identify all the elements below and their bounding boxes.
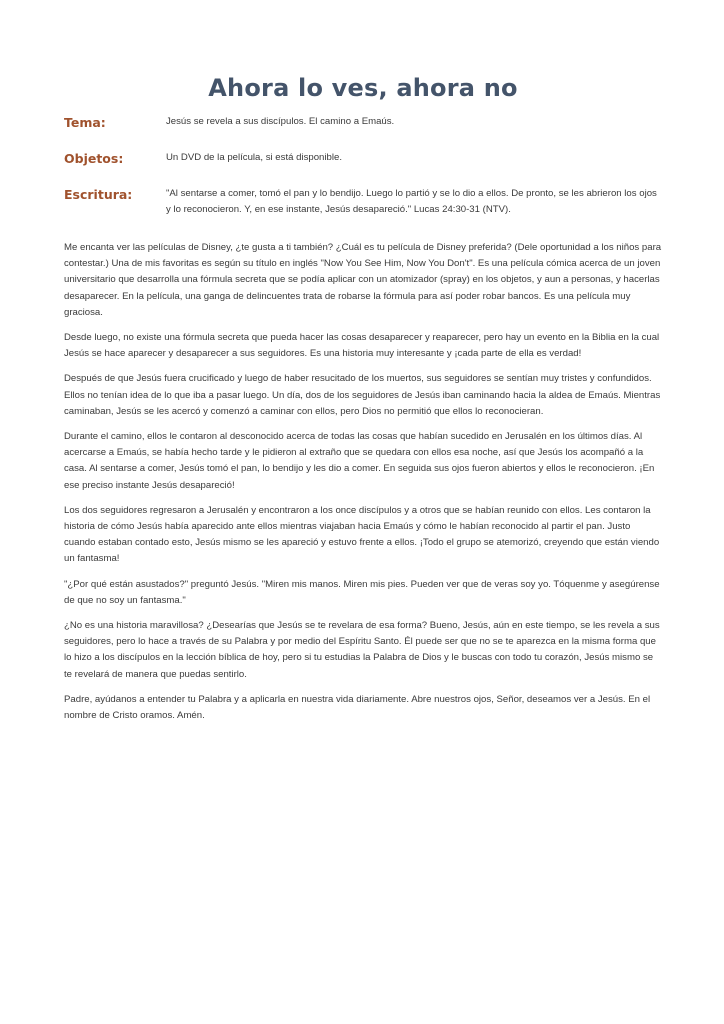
meta-escritura [64,186,662,218]
page-title: Ahora lo ves, ahora no [208,74,518,102]
meta-label-objetos: Objetos: [64,151,124,166]
meta-label-escritura: Escritura: [64,187,133,202]
meta-value-objetos: Un DVD de la película, si está disponible. [166,152,342,163]
meta-tema [64,114,662,130]
paragraph: Durante el camino, ellos le contaron al desconocido acerca de todas las cosas que habían sucedido en Jerusalén en los últimos días. Al acercarse a Emaús, se había hecho tarde y le pidieron al extraño que se quedara con ellos esa noche, así que Jesús los acompañó a la casa. Al sentarse a comer, Jesús tomó el pan, lo bendijo y les dio a comer. En seguida sus ojos fueron abiertos y ellos le reconocieron. ¡En ese preciso instante Jesús desapareció! [64,431,655,491]
paragraph: Los dos seguidores regresaron a Jerusalén y encontraron a los once discípulos y a otros que se habían reunido con ellos. Les contaron la historia de cómo Jesús había aparecido ante ellos mientras viajaban hacia Emaús y cómo le habían reconocido al partir el pan. Justo cuando estaban contado esto, Jesús mismo se les apareció y estuvo frente a ellos. ¡Todo el grupo se atemorizó, creyendo que están viendo un fantasma! [64,504,660,565]
meta-value-escritura: "Al sentarse a comer, tomó el pan y lo bendijo. Luego lo partió y se lo dio a ellos. De pronto, se les abrieron los ojos y lo reconocieron. Y, en ese instante, Jesús desapareció." Lucas 24:30-31 (NTV). [166,188,657,215]
closing-prayer: Padre, ayúdanos a entender tu Palabra y a aplicarla en nuestra vida diariamente. Abre nuestros ojos, Señor, deseamos ver a Jesús. En el nombre de Cristo oramos. Amén. [64,693,651,722]
meta-objetos [64,150,662,166]
meta-label-tema: Tema: [64,115,106,130]
paragraph: Después de que Jesús fuera crucificado y luego de haber resucitado de los muertos, sus seguidores se sentían muy tristes y confundidos. Ellos no tenían idea de lo que iba a pasar luego. Un día, dos de los seguidores de Jesús iban caminando hacia la aldea de Emaús. Mientras caminaban, Jesús se les acercó y comenzó a caminar con ellos, pero Dios no permitió que ellos lo reconocieran. [64,373,661,417]
meta-value-tema: Jesús se revela a sus discípulos. El camino a Emaús. [166,116,395,127]
body-text [64,240,662,724]
paragraph: Me encanta ver las películas de Disney, ¿te gusta a ti también? ¿Cuál es tu película de Disney preferida? (Dele oportunidad a los niños para contestar.) Una de mis favoritas es según su título en inglés "Now You See Him, Now You Don't". Es una película cómica acerca de un joven universitario que desarrolla una fórmula secreta que se podía aplicar con un atomizador (spray) en los objetos, y aun a personas, y hacerlas desaparecer. En la película, una ganga de delincuentes trata de robarse la fórmula para así poder robar bancos. Es una película muy graciosa. [64,242,662,318]
paragraph: "¿Por qué están asustados?" preguntó Jesús. "Miren mis manos. Miren mis pies. Pueden ver que de veras soy yo. Tóquenme y asegúrense de que no soy un fantasma." [64,578,660,606]
document-page [64,74,662,733]
paragraph: Desde luego, no existe una fórmula secreta que pueda hacer las cosas desaparecer y reaparecer, pero hay un evento en la Biblia en la cual Jesús se hace aparecer y desaparecer a sus seguidores. Es una historia muy interesante y ¡cada parte de ella es verdad! [64,332,660,360]
paragraph: ¿No es una historia maravillosa? ¿Desearías que Jesús se te revelara de esa forma? Bueno, Jesús, aún en este tiempo, se les revela a sus seguidores, pero lo hace a través de su Palabra y por medio del Espíritu Santo. Él puede ser que no se te aparezca en la misma forma que lo hizo a los discípulos en la lección bíblica de hoy, pero si tu estudias la Palabra de Dios y le buscas con todo tu corazón, Jesús mismo se te revelará de manera que puedas sentirlo. [64,620,660,680]
